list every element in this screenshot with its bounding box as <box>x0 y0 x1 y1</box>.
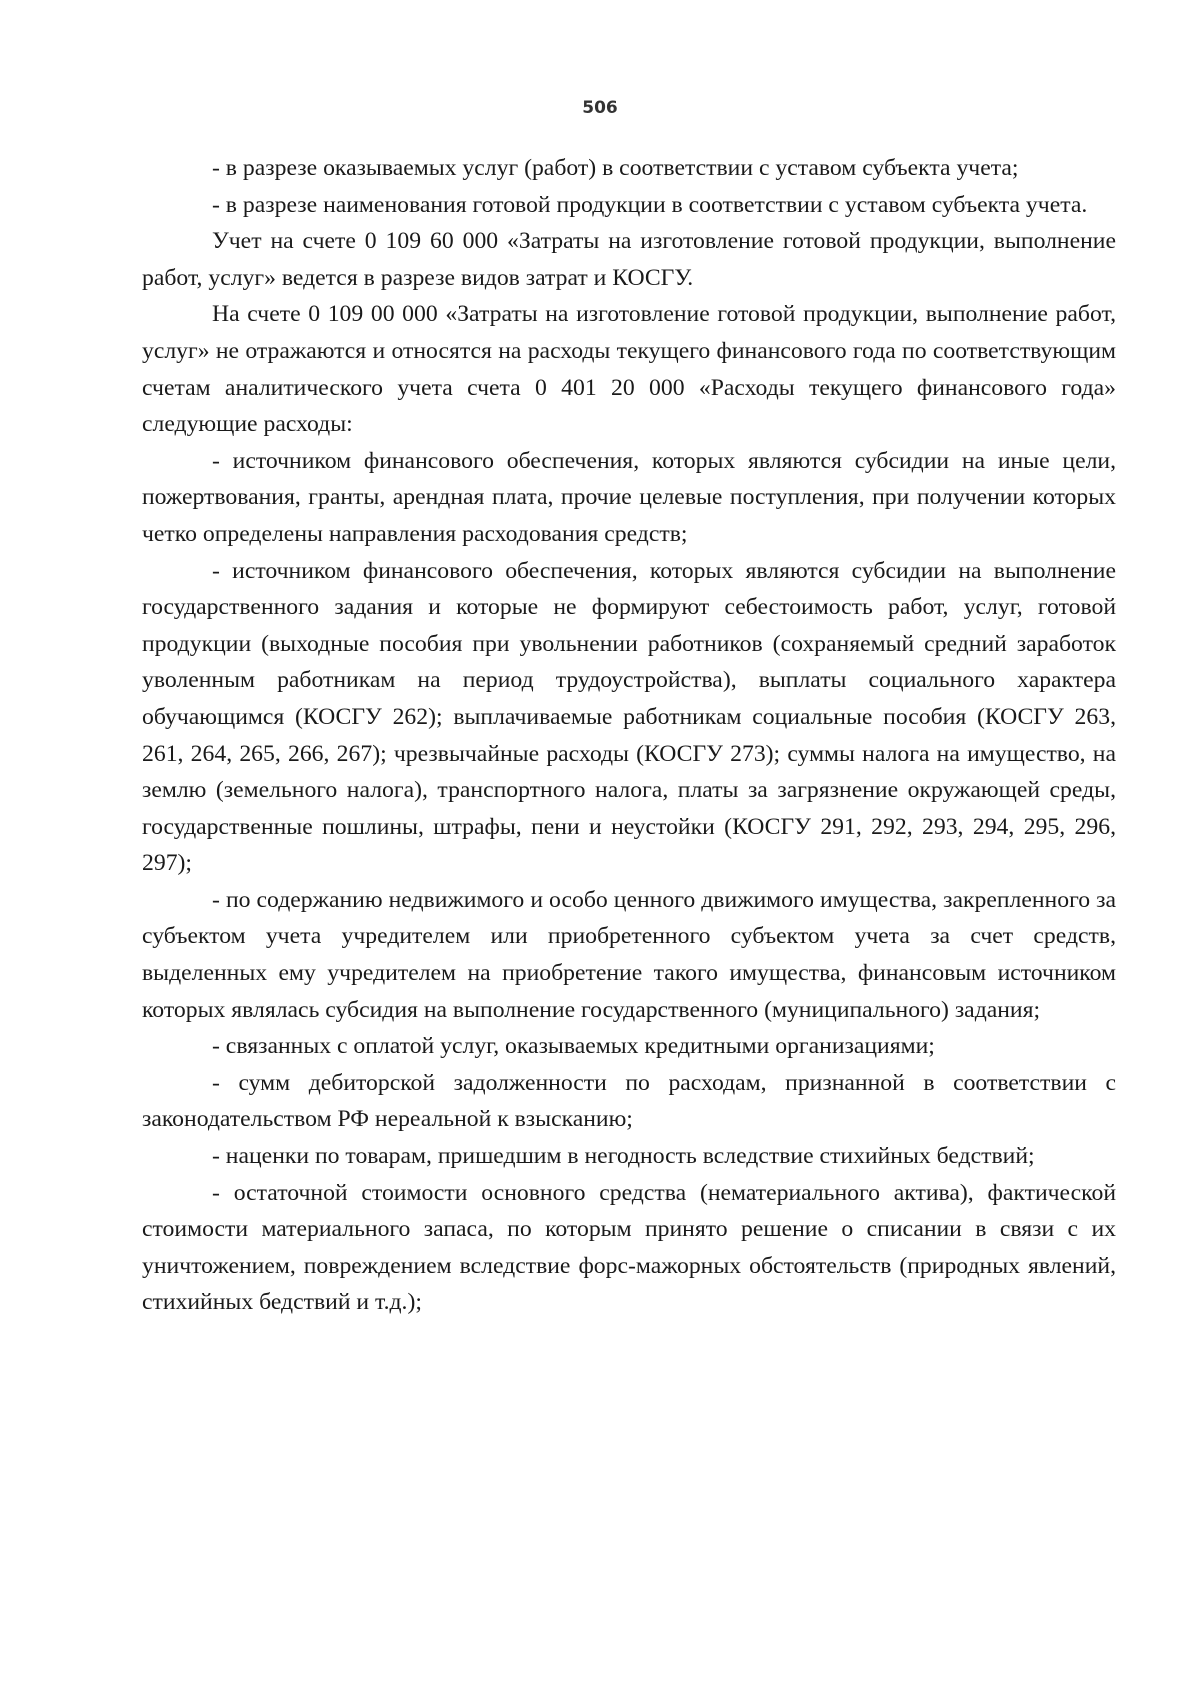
paragraph-services-breakdown: - в разрезе оказываемых услуг (работ) в соответствии с уставом субъекта учета; <box>212 155 1019 181</box>
list-item-receivables-writeoff: - сумм дебиторской задолженности по расходам, признанной в соответствии с законодательством РФ нереальной к взысканию; <box>142 1069 1116 1133</box>
document-body <box>142 150 1116 1321</box>
page-number: 506 <box>582 98 618 118</box>
list-item-property-maintenance: - по содержанию недвижимого и особо ценного движимого имущества, закрепленного за субъектом учета учредителем или приобретенного субъектом учета за счет средств, выделенных ему учредителем на приобретение такого имущества, финансовым источником которых являлась субсидия на выполнение государственного (муниципального) задания; <box>142 886 1116 1023</box>
list-item-credit-services: - связанных с оплатой услуг, оказываемых кредитными организациями; <box>212 1033 935 1060</box>
list-item-markup-disasters: - наценки по товарам, пришедшим в негодность вследствие стихийных бедствий; <box>212 1143 1035 1170</box>
list-item-residual-value-writeoff: - остаточной стоимости основного средства (нематериального актива), фактической стоимости материального запаса, по которым принято решение о списании в связи с их уничтожением, повреждением вследствие форс-мажорных обстоятельств (природных явлений, стихийных бедствий и т.д.); <box>142 1179 1116 1316</box>
list-item-state-assignment-subsidies: - источником финансового обеспечения, которых являются субсидии на выполнение государственного задания и которые не формируют себестоимость работ, услуг, готовой продукции (выходные пособия при увольнении работников (сохраняемый средний заработок уволенным работникам на период трудоустройства), выплаты социального характера обучающимся (КОСГУ 262); выплачиваемые работникам социальные пособия (КОСГУ 263, 261, 264, 265, 266, 267); чрезвычайные расходы (КОСГУ 273); суммы налога на имущество, на землю (земельного налога), транспортного налога, платы за загрязнение окружающей среды, государственные пошлины, штрафы, пени и неустойки (КОСГУ 291, 292, 293, 294, 295, 296, 297); <box>142 557 1116 877</box>
paragraph-products-breakdown: - в разрезе наименования готовой продукции в соответствии с уставом субъекта учета. <box>212 191 1088 218</box>
list-item-subsidies-other-purposes: - источником финансового обеспечения, которых являются субсидии на иные цели, пожертвования, гранты, арендная плата, прочие целевые поступления, при получении которых четко определены направления расходования средств; <box>142 447 1116 547</box>
paragraph-account-109-60: Учет на счете 0 109 60 000 «Затраты на изготовление готовой продукции, выполнение работ, услуг» ведется в разрезе видов затрат и КОСГУ. <box>142 228 1116 291</box>
paragraph-account-109-00: На счете 0 109 00 000 «Затраты на изготовление готовой продукции, выполнение работ, услуг» не отражаются и относятся на расходы текущего финансового года по соответствующим счетам аналитического учета счета 0 401 20 000 «Расходы текущего финансового года» следующие расходы: <box>142 301 1116 438</box>
